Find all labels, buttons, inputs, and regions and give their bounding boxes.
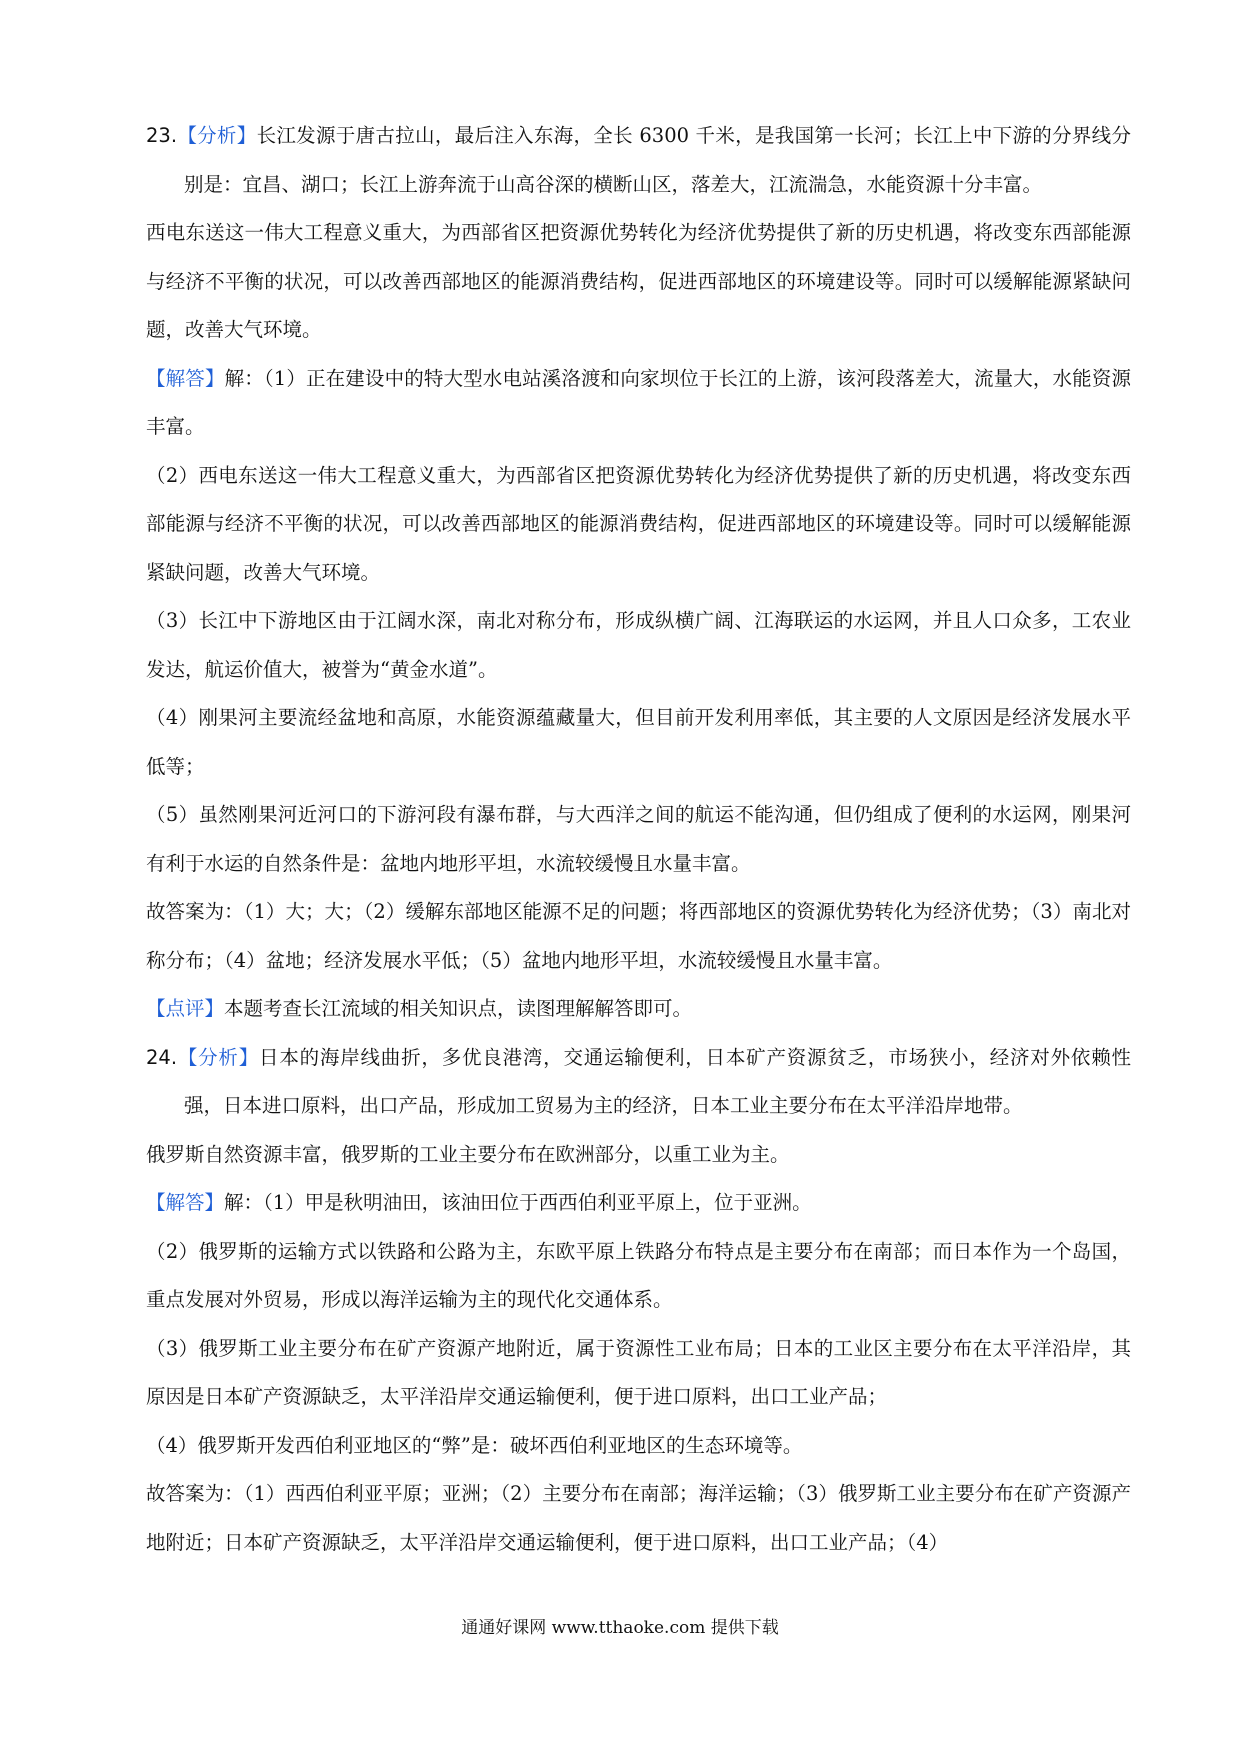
q24-answer-1 bbox=[146, 1179, 1131, 1228]
q23-analysis-text-2: 西电东送这一伟大工程意义重大，为西部省区把资源优势转化为经济优势提供了新的历史机遇，将改变东西部能源与经济不平衡的状况，可以改善西部地区的能源消费结构，促进西部地区的环境建设等。同时可以缓解能源紧缺问题，改善大气环境。 bbox=[146, 221, 1131, 341]
q24-answer-4: （4）俄罗斯开发西伯利亚地区的“弊”是：破坏西伯利亚地区的生态环境等。 bbox=[146, 1433, 803, 1457]
q24-final-answer: 故答案为：（1）西西伯利亚平原；亚洲；（2）主要分布在南部；海洋运输；（3）俄罗斯工业主要分布在矿产资源产地附近；日本矿产资源缺乏，太平洋沿岸交通运输便利，便于进口原料，出口工业产品；（4） bbox=[146, 1482, 1131, 1554]
q24-analysis-text-2: 俄罗斯自然资源丰富，俄罗斯的工业主要分布在欧洲部分，以重工业为主。 bbox=[146, 1142, 790, 1166]
q24-answer-2: （2）俄罗斯的运输方式以铁路和公路为主，东欧平原上铁路分布特点是主要分布在南部；而日本作为一个岛国，重点发展对外贸易，形成以海洋运输为主的现代化交通体系。 bbox=[146, 1239, 1131, 1311]
q23-answer-text-1: 解：（1）正在建设中的特大型水电站溪洛渡和向家坝位于长江的上游，该河段落差大，流量大，水能资源丰富。 bbox=[146, 366, 1131, 438]
page-footer: 通通好课网 www.tthaoke.com 提供下载 bbox=[461, 1618, 779, 1638]
q23-final-answer: 故答案为：（1）大；大；（2）缓解东部地区能源不足的问题；将西部地区的资源优势转化为经济优势；（3）南北对称分布；（4）盆地；经济发展水平低；（5）盆地内地形平坦，水流较缓慢且水量丰富。 bbox=[146, 900, 1131, 972]
q23-answer-2: （2）西电东送这一伟大工程意义重大，为西部省区把资源优势转化为经济优势提供了新的历史机遇，将改变东西部能源与经济不平衡的状况，可以改善西部地区的能源消费结构，促进西部地区的环境建设等。同时可以缓解能源紧缺问题，改善大气环境。 bbox=[146, 463, 1131, 584]
q23-answer-1 bbox=[146, 355, 1131, 452]
q24-analysis-tag: 【分析】 bbox=[177, 1045, 260, 1069]
q24-analysis bbox=[146, 1034, 1131, 1131]
q23-answer-5: （5）虽然刚果河近河口的下游河段有瀑布群，与大西洋之间的航运不能沟通，但仍组成了便利的水运网，刚果河有利于水运的自然条件是：盆地内地形平坦，水流较缓慢且水量丰富。 bbox=[146, 803, 1131, 875]
document-body bbox=[146, 112, 1131, 1567]
q24-answer-tag: 【解答】 bbox=[146, 1191, 225, 1214]
q23-comment-tag: 【点评】 bbox=[146, 997, 225, 1020]
q24-answer-text-1: 解：（1）甲是秋明油田，该油田位于西西伯利亚平原上，位于亚洲。 bbox=[224, 1191, 812, 1214]
q24-analysis-text-1: 日本的海岸线曲折，多优良港湾，交通运输便利，日本矿产资源贫乏，市场狭小，经济对外依赖性强，日本进口原料，出口产品，形成加工贸易为主的经济，日本工业主要分布在太平洋沿岸地带。 bbox=[184, 1045, 1131, 1117]
q23-comment bbox=[146, 985, 1131, 1034]
q23-analysis bbox=[146, 112, 1131, 209]
q23-answer-tag: 【解答】 bbox=[146, 366, 225, 390]
q23-comment-text: 本题考查长江流域的相关知识点，读图理解解答即可。 bbox=[224, 997, 693, 1020]
q23-analysis-tag: 【分析】 bbox=[177, 124, 257, 147]
q23-answer-3: （3）长江中下游地区由于江阔水深，南北对称分布，形成纵横广阔、江海联运的水运网，并且人口众多，工农业发达，航运价值大，被誉为“黄金水道”。 bbox=[146, 609, 1131, 681]
q23-analysis-text-1: 长江发源于唐古拉山，最后注入东海，全长 6300 千米，是我国第一长河；长江上中下游的分界线分别是：宜昌、湖口；长江上游奔流于山高谷深的横断山区，落差大，江流湍急，水能资源十分丰富。 bbox=[184, 124, 1131, 196]
q24-number: 24. bbox=[146, 1045, 178, 1069]
q23-answer-4: （4）刚果河主要流经盆地和高原，水能资源蕴藏量大，但目前开发利用率低，其主要的人文原因是经济发展水平低等； bbox=[146, 706, 1131, 778]
q23-number: 23. bbox=[146, 124, 178, 147]
q24-answer-3: （3）俄罗斯工业主要分布在矿产资源产地附近，属于资源性工业布局；日本的工业区主要分布在太平洋沿岸，其原因是日本矿产资源缺乏，太平洋沿岸交通运输便利，便于进口原料，出口工业产品； bbox=[146, 1336, 1131, 1408]
